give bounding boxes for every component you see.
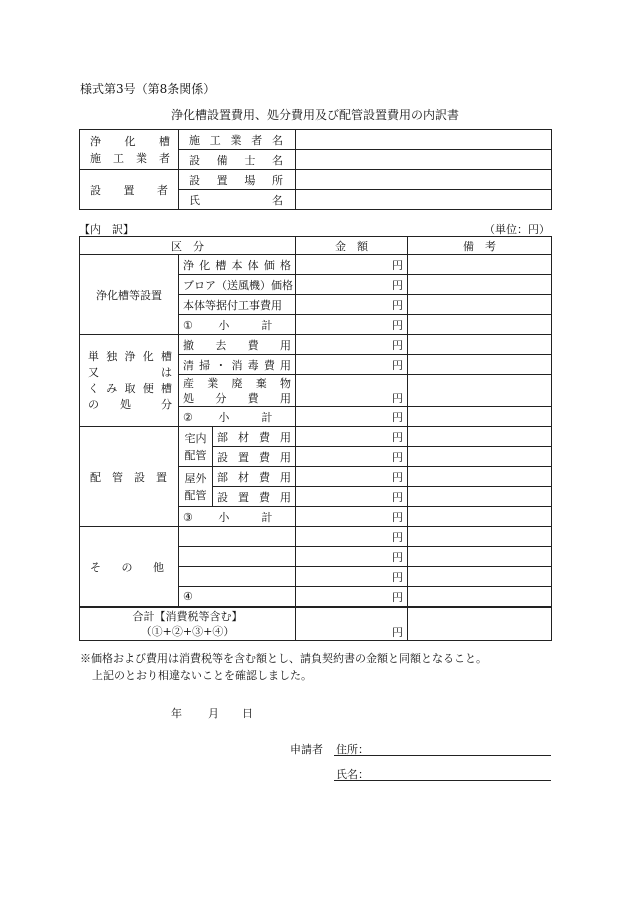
section2-label — [80, 335, 179, 427]
applicant-address-line[interactable] — [334, 755, 551, 756]
outdoor-line2: 配管 — [184, 488, 207, 502]
amount-cell[interactable]: 円 — [296, 547, 408, 567]
total-line2: （①+②+③+④） — [140, 624, 235, 638]
remarks-cell[interactable] — [408, 355, 552, 375]
section3-subtotal — [179, 507, 296, 527]
subtotal-number: ② — [183, 410, 193, 424]
other-item-field[interactable] — [179, 567, 296, 587]
amount-cell[interactable]: 円 — [296, 335, 408, 355]
amount-cell[interactable]: 円 — [296, 527, 408, 547]
owner-name-label: 氏名 — [179, 190, 296, 210]
installer-label: 設備士名 — [179, 150, 296, 170]
remarks-cell[interactable] — [408, 447, 552, 467]
amount-cell[interactable]: 円 — [296, 447, 408, 467]
amount-cell[interactable]: 円 — [296, 407, 408, 427]
section1-row-body-price: 浄化槽本体価格 — [179, 255, 296, 275]
page-title: 浄化槽設置費用、処分費用及び配管設置費用の内訳書 — [170, 108, 459, 122]
subtotal-number: ① — [183, 318, 193, 332]
outdoor-line1: 屋外 — [184, 471, 207, 485]
amount-cell[interactable]: 円 — [296, 587, 408, 608]
date-year-label: 年 — [171, 707, 182, 720]
price-note: ※価格および費用は消費税等を含む額とし、請負契約書の金額と同額となること。 — [80, 652, 487, 665]
contractor-group-label — [80, 130, 179, 170]
amount-cell[interactable]: 円 — [296, 487, 408, 507]
indoor-line2: 配管 — [184, 448, 207, 462]
section2-line2b: は — [161, 365, 172, 379]
remarks-cell[interactable] — [408, 467, 552, 487]
outdoor-material-cost: 部材費用 — [213, 467, 296, 487]
section2-row-cleaning: 清掃・消毒費用 — [179, 355, 296, 375]
remarks-cell[interactable] — [408, 315, 552, 335]
remarks-cell[interactable] — [408, 295, 552, 315]
section2-row-disposal — [179, 375, 296, 407]
date-month-label: 月 — [208, 707, 219, 720]
section1-row-blower-price: ブロア（送風機）価格 — [179, 275, 296, 295]
contractor-name-field[interactable] — [296, 130, 552, 150]
header-amount: 金 額 — [296, 237, 408, 255]
amount-cell[interactable]: 円 — [296, 507, 408, 527]
remarks-cell[interactable] — [408, 507, 552, 527]
total-label — [80, 607, 296, 640]
header-remarks: 備 考 — [408, 237, 552, 255]
contractor-name-label: 施工業者名 — [179, 130, 296, 150]
subtotal-label: 小計 — [218, 318, 273, 332]
subtotal-number: ④ — [183, 590, 193, 603]
disposal-line1: 産業廃棄物 — [183, 376, 291, 390]
section2-line1: 単独浄化槽 — [88, 349, 172, 363]
amount-cell[interactable]: 円 — [296, 355, 408, 375]
subtotal-number: ③ — [183, 510, 193, 524]
remarks-cell[interactable] — [408, 375, 552, 407]
form-number: 様式第3号（第8条関係） — [80, 82, 216, 96]
section2-line4a: の — [88, 397, 99, 411]
amount-cell[interactable]: 円 — [296, 255, 408, 275]
section1-label: 浄化槽等設置 — [80, 255, 179, 335]
remarks-cell[interactable] — [408, 275, 552, 295]
remarks-cell[interactable] — [408, 587, 552, 608]
subtotal-label: 小計 — [218, 410, 273, 424]
subtotal-label: 小計 — [218, 510, 273, 524]
total-remarks-cell[interactable] — [408, 607, 552, 640]
location-label: 設置場所 — [179, 170, 296, 190]
applicant-name-line[interactable] — [334, 780, 551, 781]
location-field[interactable] — [296, 170, 552, 190]
amount-cell[interactable]: 円 — [296, 427, 408, 447]
breakdown-table — [79, 236, 552, 641]
remarks-cell[interactable] — [408, 567, 552, 587]
indoor-piping-label — [179, 427, 213, 467]
installer-field[interactable] — [296, 150, 552, 170]
amount-cell[interactable]: 円 — [296, 315, 408, 335]
remarks-cell[interactable] — [408, 527, 552, 547]
section1-row-install-cost: 本体等据付工事費用 — [179, 295, 296, 315]
remarks-cell[interactable] — [408, 407, 552, 427]
indoor-line1: 宅内 — [184, 431, 207, 445]
other-item-field[interactable] — [179, 527, 296, 547]
total-amount-cell[interactable]: 円 — [296, 607, 408, 640]
owner-name-field[interactable] — [296, 190, 552, 210]
section2-line2a: 又 — [88, 365, 99, 379]
contractor-group-line2: 施 工 業 者 — [90, 151, 170, 165]
installer-group-label: 設 置 者 — [80, 170, 179, 210]
applicant-label: 申請者 — [290, 743, 323, 756]
remarks-cell[interactable] — [408, 427, 552, 447]
contractor-group-line1: 浄 化 槽 — [90, 134, 170, 148]
outdoor-piping-label — [179, 467, 213, 507]
remarks-cell[interactable] — [408, 547, 552, 567]
applicant-name-label: 氏名： — [336, 768, 369, 781]
amount-cell[interactable]: 円 — [296, 467, 408, 487]
remarks-cell[interactable] — [408, 487, 552, 507]
remarks-cell[interactable] — [408, 255, 552, 275]
applicant-address-label: 住所： — [336, 743, 369, 756]
breakdown-label: 【内 訳】 — [79, 223, 134, 236]
section4-subtotal — [179, 587, 296, 608]
amount-cell[interactable]: 円 — [296, 295, 408, 315]
section2-line4b: 処分 — [120, 397, 172, 411]
date-day-label: 日 — [242, 707, 253, 720]
confirm-text: 上記のとおり相違ないことを確認しました。 — [92, 669, 312, 682]
section1-subtotal — [179, 315, 296, 335]
indoor-install-cost: 設置費用 — [213, 447, 296, 467]
remarks-cell[interactable] — [408, 335, 552, 355]
amount-cell[interactable]: 円 — [296, 567, 408, 587]
other-item-field[interactable] — [179, 547, 296, 567]
amount-cell[interactable]: 円 — [296, 275, 408, 295]
total-line1: 合計【消費税等含む】 — [132, 609, 243, 623]
section2-subtotal — [179, 407, 296, 427]
section3-label: 配 管 設 置 — [80, 427, 179, 527]
unit-label: （単位：円） — [484, 223, 550, 236]
disposal-line2: 処分費用 — [183, 391, 291, 405]
applicant-info-table — [79, 129, 552, 210]
section2-line3: くみ取便槽 — [88, 381, 172, 395]
outdoor-install-cost: 設置費用 — [213, 487, 296, 507]
indoor-material-cost: 部材費用 — [213, 427, 296, 447]
section2-row-removal: 撤去費用 — [179, 335, 296, 355]
section4-label: そ の 他 — [80, 527, 179, 608]
amount-cell[interactable]: 円 — [296, 375, 408, 407]
header-category: 区 分 — [80, 237, 296, 255]
